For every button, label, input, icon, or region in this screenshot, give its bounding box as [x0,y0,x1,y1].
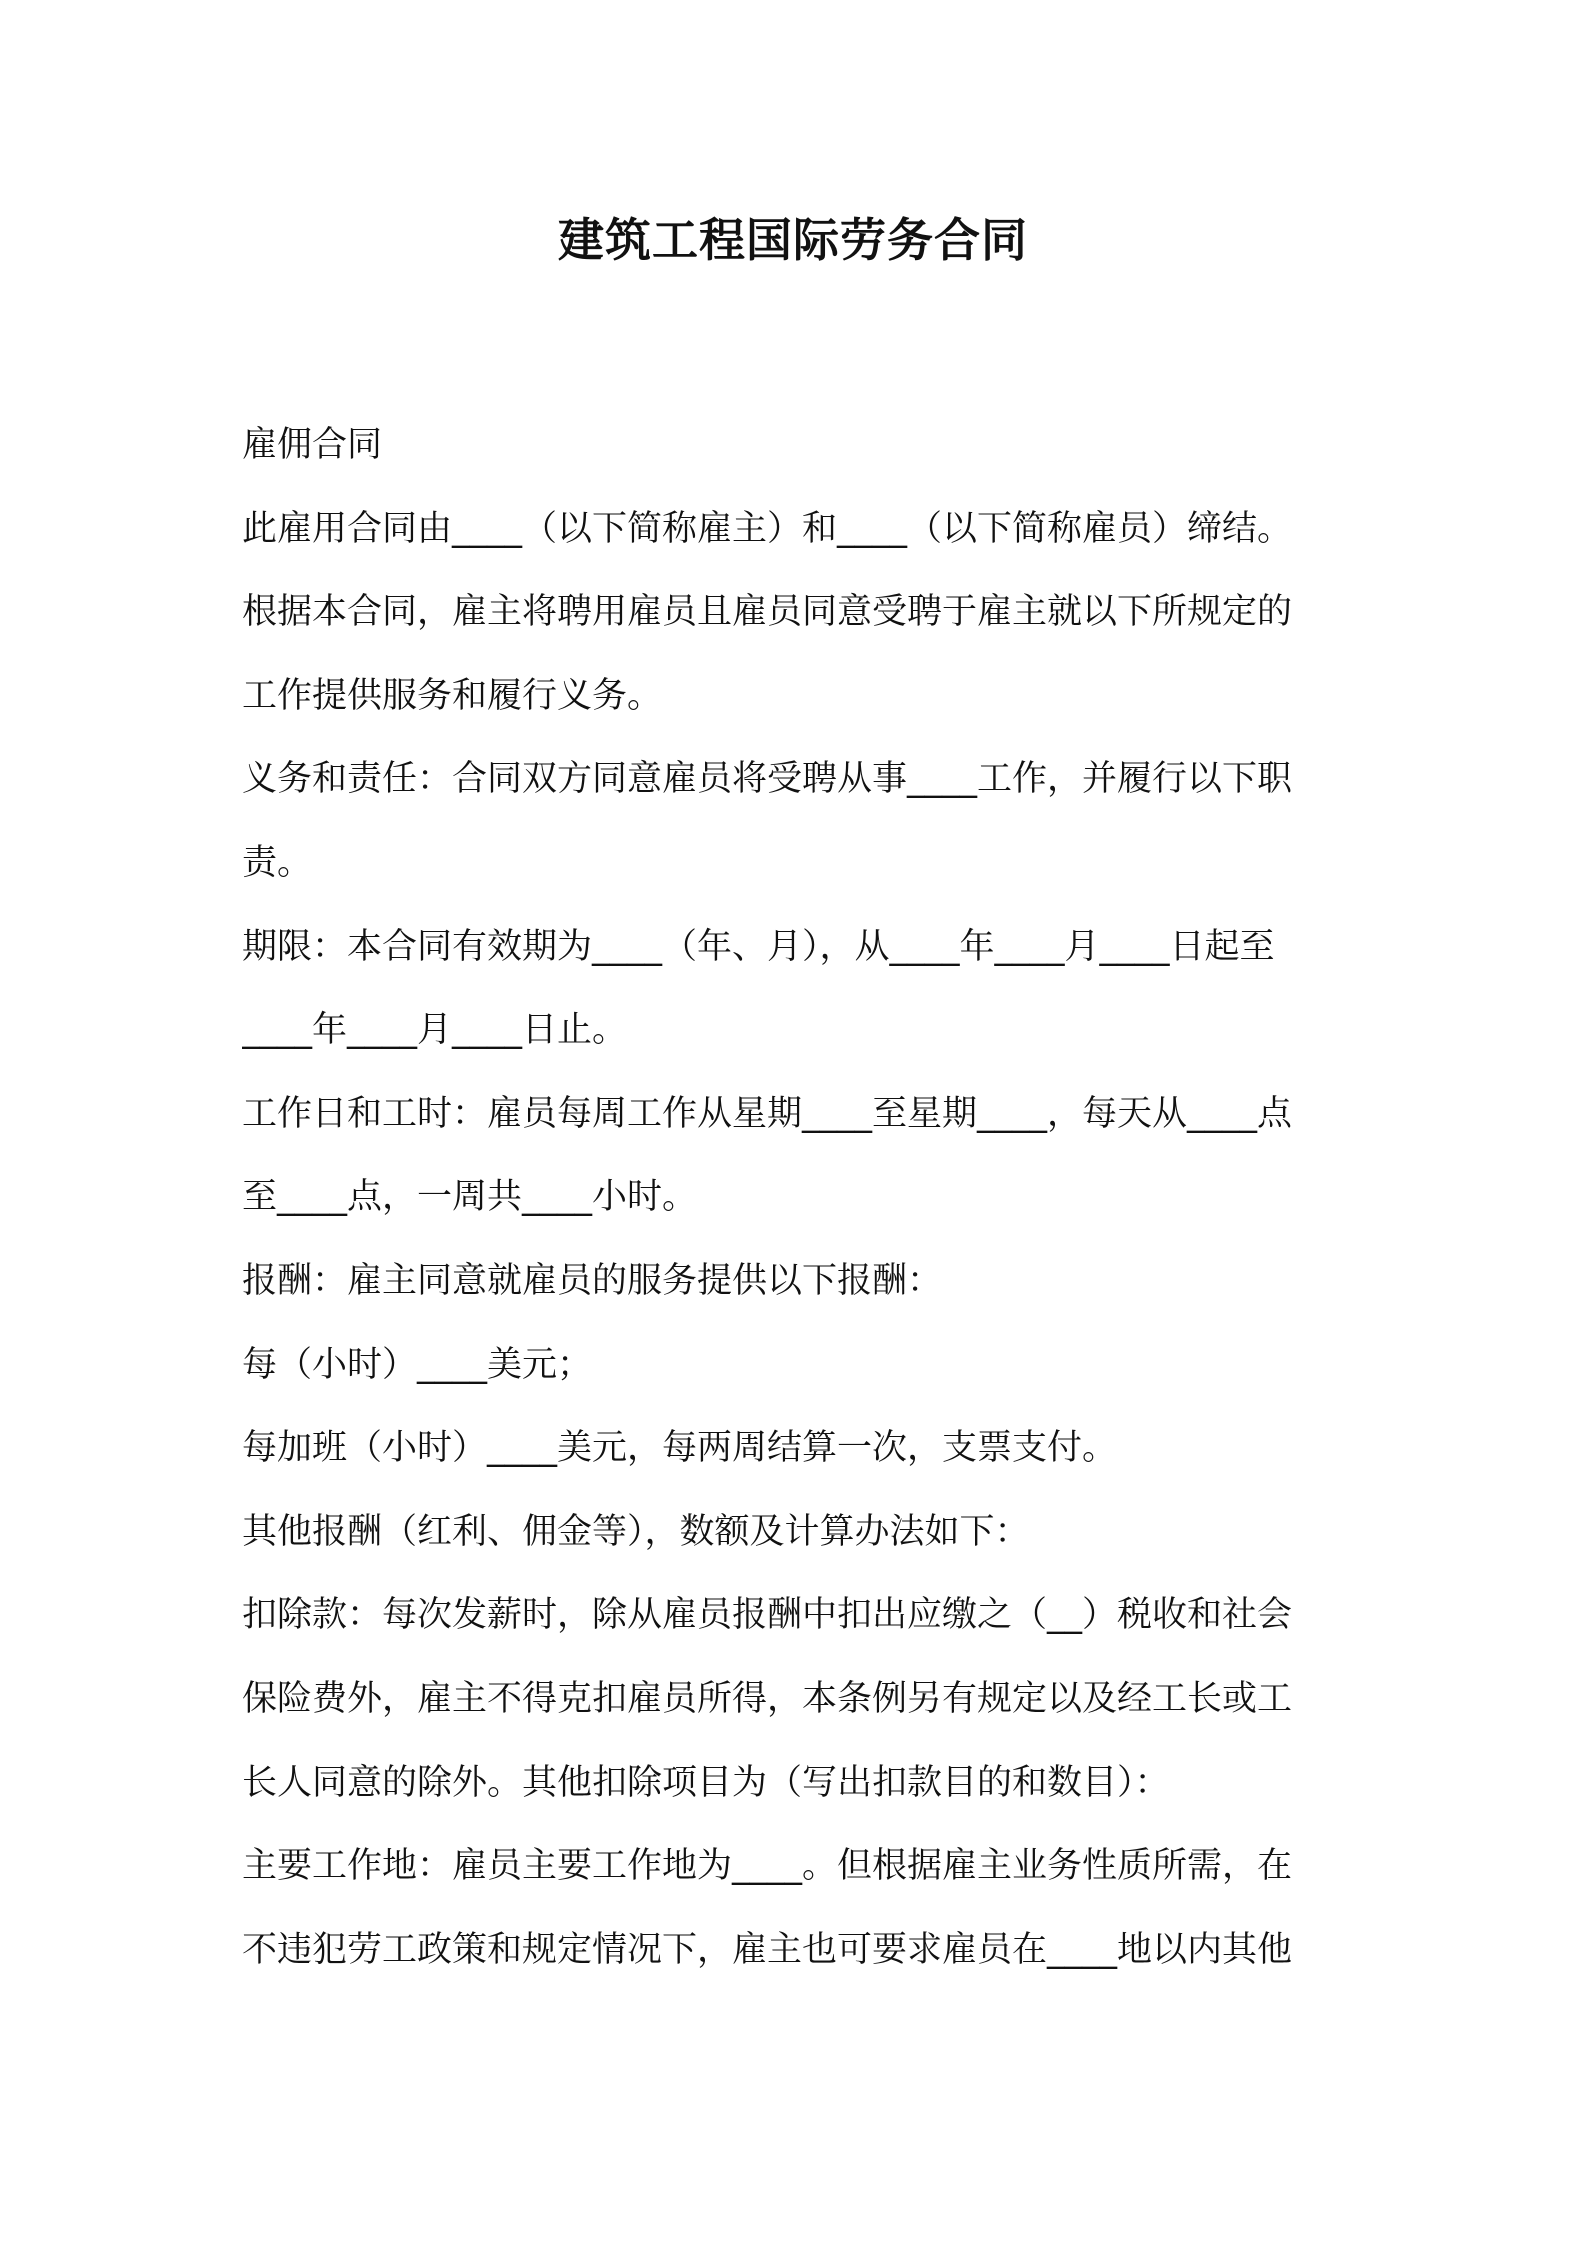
paragraph-line: 长人同意的除外。其他扣除项目为（写出扣款目的和数目）： [242,1762,1170,1803]
paragraph-line: 工作提供服务和履行义务。 [242,675,663,716]
paragraph-line: 责。 [242,842,313,883]
paragraph-line: 保险费外，雇主不得克扣雇员所得，本条例另有规定以及经工长或工 [242,1678,1293,1719]
paragraph-line: 主要工作地：雇员主要工作地为____。但根据雇主业务性质所需，在 [242,1846,1293,1887]
paragraph-line: 扣除款：每次发薪时，除从雇员报酬中扣出应缴之（__）税收和社会 [242,1595,1293,1636]
paragraph-line: ____年____月____日止。 [242,1010,628,1051]
section-heading-employment-contract: 雇佣合同 [242,425,383,465]
paragraph-line: 其他报酬（红利、佣金等），数额及计算办法如下： [242,1511,1030,1552]
paragraph-line: 不违犯劳工政策和规定情况下，雇主也可要求雇员在____地以内其他 [242,1929,1293,1970]
paragraph-line: 报酬：雇主同意就雇员的服务提供以下报酬： [242,1260,943,1301]
document-title: 建筑工程国际劳务合同 [558,213,1028,267]
paragraph-line: 每（小时）____美元； [242,1344,593,1385]
paragraph-line: 每加班（小时）____美元，每两周结算一次，支票支付。 [242,1428,1118,1469]
paragraph-line: 义务和责任：合同双方同意雇员将受聘从事____工作，并履行以下职 [242,759,1293,800]
paragraph-line: 至____点，一周共____小时。 [242,1177,698,1218]
paragraph-line: 此雇用合同由____（以下简称雇主）和____（以下简称雇员）缔结。 [242,508,1293,549]
paragraph-line: 期限：本合同有效期为____（年、月），从____年____月____日起至 [242,926,1275,967]
document-body [242,404,1354,1992]
paragraph-line: 根据本合同，雇主将聘用雇员且雇员同意受聘于雇主就以下所规定的 [242,592,1293,633]
paragraph-line: 工作日和工时：雇员每周工作从星期____至星期____，每天从____点 [242,1093,1293,1134]
